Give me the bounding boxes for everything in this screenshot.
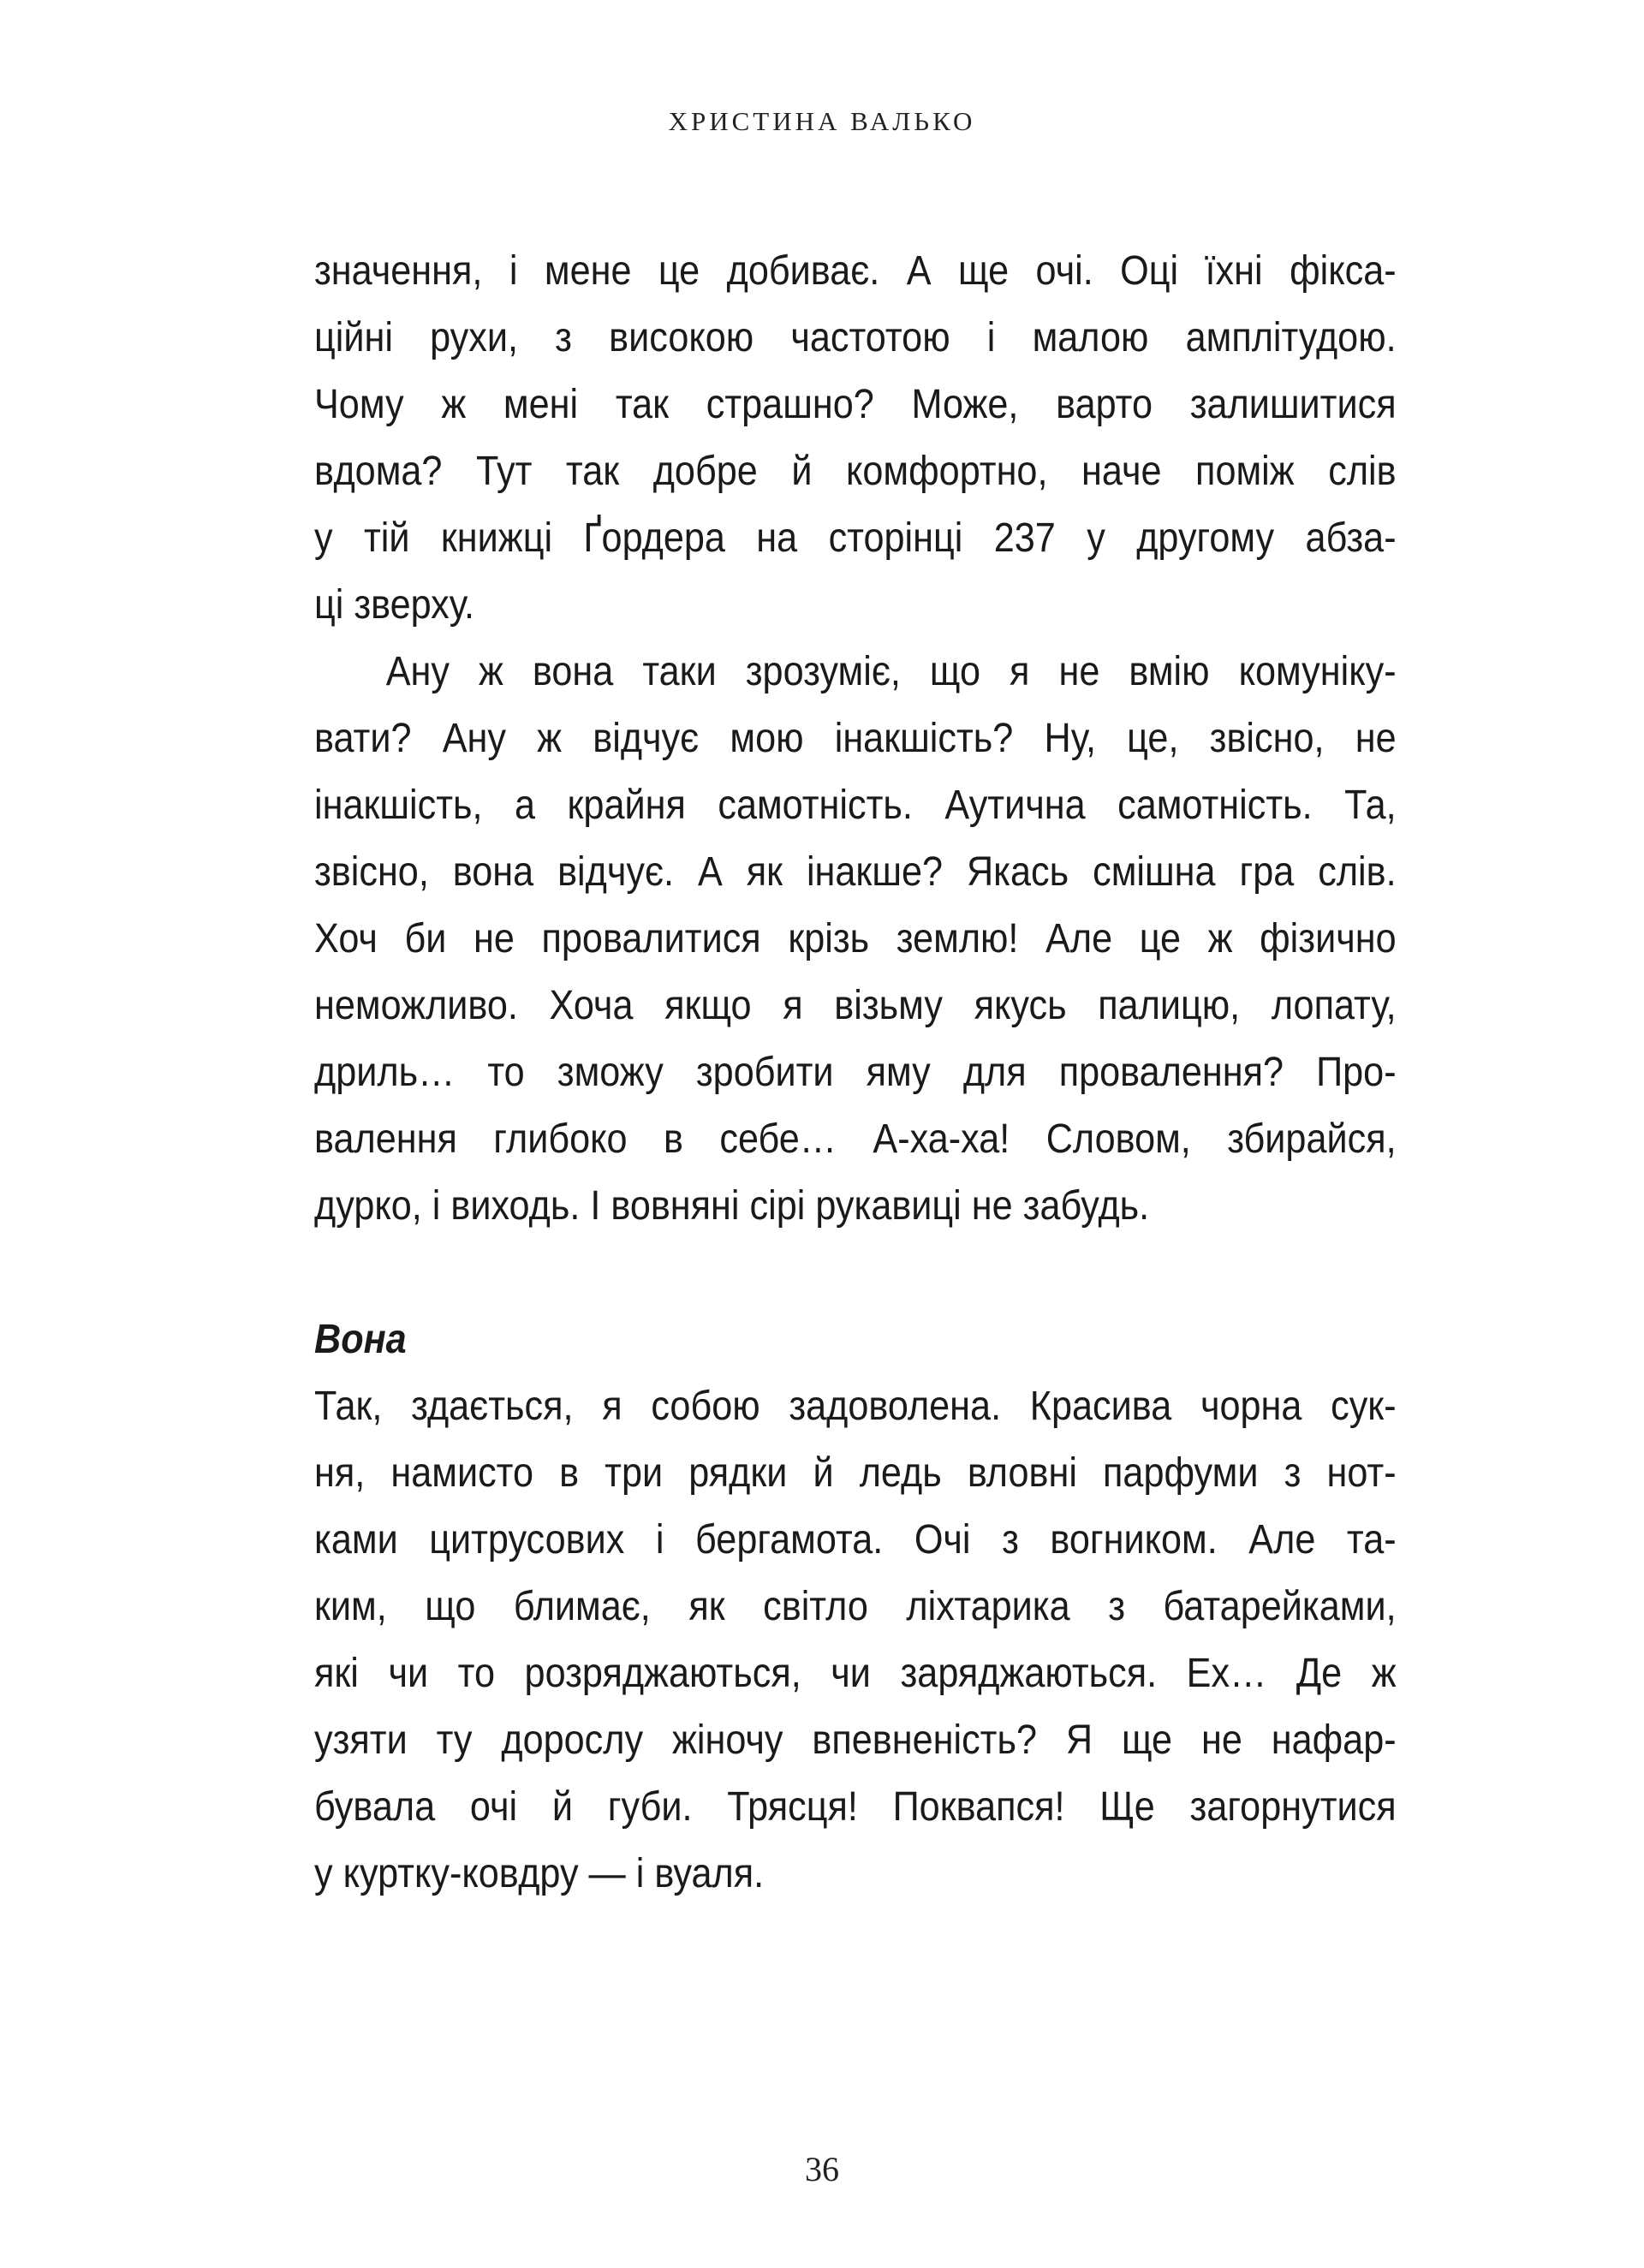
text-line: Так, здається, я собою задоволена. Красива чорна сук- — [314, 1384, 1397, 1429]
paragraph — [314, 1373, 1397, 1908]
text-line: у куртку-ковдру — і вуаля. — [314, 1851, 765, 1896]
text-line: значення, і мене це добиває. А ще очі. Оці їхні фікса- — [314, 248, 1397, 294]
body-text — [314, 238, 1397, 1908]
text-line: ким, що блимає, як світло ліхтарика з батарейками, — [314, 1584, 1397, 1629]
section-heading: Вона — [314, 1317, 407, 1362]
text-line: ційні рухи, з високою частотою і малою амплітудою. — [314, 315, 1397, 360]
text-line: дурко, і виходь. І вовняні сірі рукавиці не забудь. — [314, 1183, 1150, 1229]
text-line: ці зверху. — [314, 582, 475, 628]
text-line: вдома? Тут так добре й комфортно, наче поміж слів — [314, 449, 1397, 494]
text-line: Ану ж вона таки зрозуміє, що я не вмію комуніку- — [385, 649, 1397, 694]
text-line: дриль… то зможу зробити яму для провалення? Про- — [314, 1050, 1397, 1095]
text-line: які чи то розряджаються, чи заряджаються. Ех… Де ж — [314, 1651, 1397, 1696]
text-line: Чому ж мені так страшно? Може, варто залишитися — [314, 382, 1397, 427]
text-line: узяти ту дорослу жіночу впевненість? Я ще не нафар- — [314, 1717, 1397, 1763]
text-line: у тій книжці Ґордера на сторінці 237 у другому абза- — [314, 515, 1397, 561]
text-line: вати? Ану ж відчує мою інакшість? Ну, це, звісно, не — [314, 716, 1397, 761]
text-line: Хоч би не провалитися крізь землю! Але це ж фізично — [314, 916, 1397, 961]
text-line: неможливо. Хоча якщо я візьму якусь палицю, лопату, — [314, 983, 1397, 1028]
text-line: звісно, вона відчує. А як інакше? Якась смішна гра слів. — [314, 849, 1397, 895]
paragraph — [314, 639, 1397, 1240]
text-line: бувала очі й губи. Трясця! Поквапся! Ще загорнутися — [314, 1784, 1397, 1830]
text-line: інакшість, а крайня самотність. Аутична самотність. Та, — [314, 783, 1397, 828]
spacer — [314, 1240, 1397, 1307]
text-line: валення глибоко в себе… А-ха-ха! Словом, збирайся, — [314, 1116, 1397, 1162]
text-line: ня, намисто в три рядки й ледь вловні парфуми з нот- — [314, 1450, 1397, 1496]
page-number: 36 — [805, 2150, 839, 2188]
text-line: ками цитрусових і бергамота. Очі з вогником. Але та- — [314, 1517, 1397, 1563]
running-header-author: ХРИСТИНА ВАЛЬКО — [668, 106, 976, 136]
paragraph — [314, 238, 1397, 639]
